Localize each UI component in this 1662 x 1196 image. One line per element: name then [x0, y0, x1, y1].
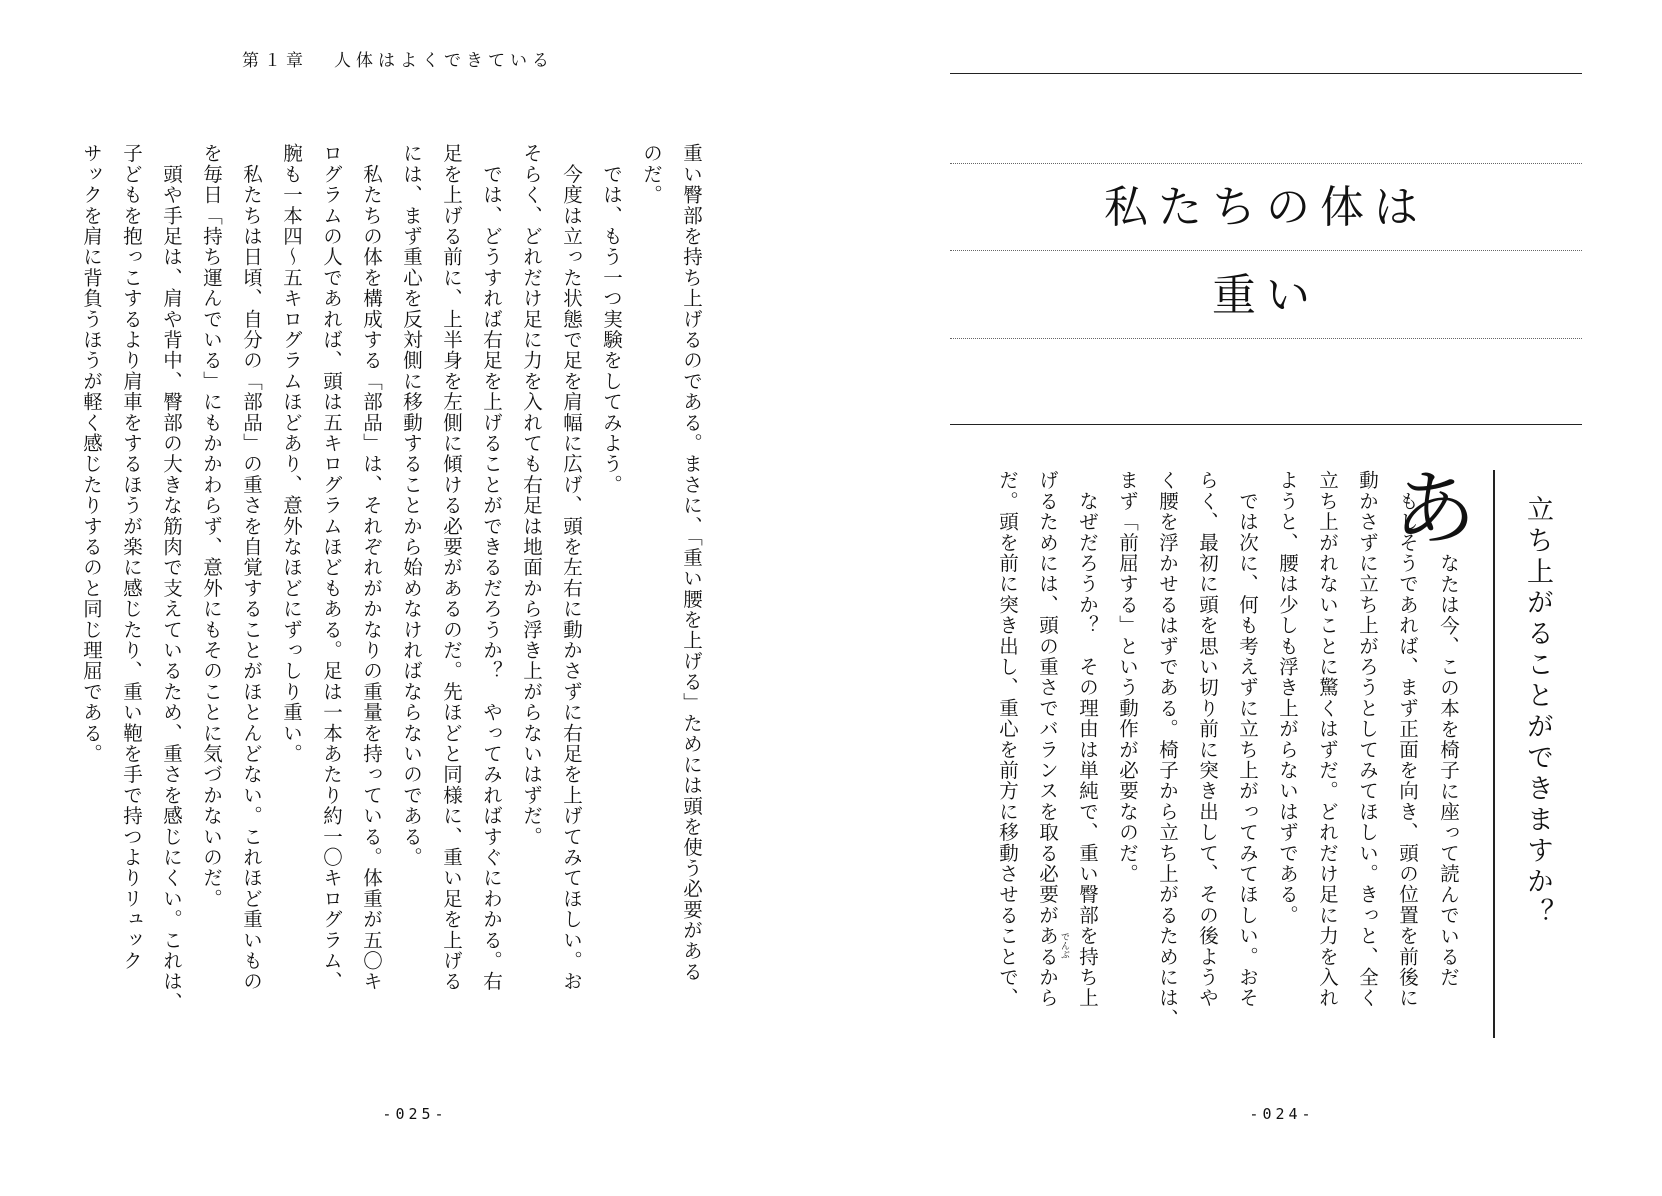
section-subtitle: 立ち上がることができますか？: [1522, 495, 1553, 929]
body-line: 私たちの体を構成する「部品」は、それぞれがかなりの重量を持っている。体重が五〇キ: [360, 143, 383, 992]
body-line: 立ち上がれないことに驚くはずだ。どれだけ足に力を入れ: [1316, 470, 1339, 1009]
body-line: 子どもを抱っこするより肩車をするほうが楽に感じたり、重い鞄を手で持つよりリュック: [120, 143, 143, 971]
body-line: 動かさずに立ち上がろうとしてみてほしい。きっと、全く: [1356, 470, 1379, 1009]
title-bottom-rule: [950, 424, 1582, 425]
drop-cap: あ: [1393, 462, 1476, 557]
body-line: げるためには、頭の重さでバランスを取る必要があるから: [1036, 470, 1059, 1009]
running-header: [242, 46, 682, 76]
chapter-title: 人体はよくできている: [334, 51, 554, 71]
right-page-body: [950, 470, 1427, 1070]
body-line: らく、最初に頭を思い切り前に突き出して、その後ようや: [1196, 470, 1219, 1009]
chapter-label: 第１章: [242, 51, 308, 71]
body-line: だ。頭を前に突き出し、重心を前方に移動させることで、: [996, 470, 1019, 1009]
page-number-right: -024-: [1249, 1105, 1315, 1123]
body-line: ログラムの人であれば、頭は五キログラムほどもある。足は一本あたり約一〇キログラム、: [320, 143, 343, 992]
body-line: く腰を浮かせるはずである。椅子から立ち上がるためには、: [1156, 470, 1179, 1029]
title-top-rule: [950, 73, 1582, 74]
subtitle-divider: [1493, 470, 1495, 1038]
body-line: サックを肩に背負うほうが軽く感じたりするのと同じ理屈である。: [80, 143, 103, 764]
body-line: なぜだろうか？ その理由は単純で、重い臀部を持ち上: [1076, 470, 1099, 1009]
body-line: ようと、腰は少しも浮き上がらないはずである。: [1276, 470, 1299, 926]
title-dotted-rule: [950, 163, 1582, 164]
title-dotted-rule: [950, 250, 1582, 251]
body-line: を毎日「持ち運んでいる」にもかかわらず、意外にもそのことに気づかないのだ。: [200, 143, 223, 909]
chapter-heading-line1: 私たちの体は: [1104, 182, 1428, 233]
body-line: 私たちは日頃、自分の「部品」の重さを自覚することがほとんどない。これほど重いもの: [240, 143, 263, 992]
body-line: のだ。: [640, 143, 663, 206]
body-line: 足を上げる前に、上半身を左側に傾ける必要があるのだ。先ほどと同様に、重い足を上げる: [440, 143, 463, 992]
body-line: まず「前屈する」という動作が必要なのだ。: [1116, 470, 1139, 884]
body-line: では、もう一つ実験をしてみよう。: [600, 143, 623, 495]
body-line: では、どうすれば右足を上げることができるだろうか？ やってみればすぐにわかる。右: [480, 143, 503, 992]
title-dotted-rule: [950, 338, 1582, 339]
body-line: 重い臀部を持ち上げるのである。まさに、「重い腰を上げる」ためには頭を使う必要がある: [680, 143, 703, 982]
body-line: 今度は立った状態で足を肩幅に広げ、頭を左右に動かさずに右足を上げてみてほしい。お: [560, 143, 583, 992]
body-line: 腕も一本四～五キログラムほどあり、意外なほどにずっしり重い。: [280, 143, 303, 764]
first-line: [1428, 553, 1468, 1033]
left-page-body: [71, 143, 711, 1063]
body-line: そらく、どれだけ足に力を入れても右足は地面から浮き上がらないはずだ。: [520, 143, 543, 847]
body-line: 頭や手足は、肩や背中、臀部の大きな筋肉で支えているため、重さを感じにくい。これは、: [160, 143, 183, 1013]
ruby-annotation: でんぶ: [1059, 932, 1069, 959]
page-number-left: -025-: [382, 1105, 448, 1123]
body-line: もしそうであれば、まず正面を向き、頭の位置を前後に: [1396, 470, 1419, 1009]
first-line-text: なたは今、この本を椅子に座って読んでいるだ: [1437, 553, 1460, 988]
body-line: には、まず重心を反対側に移動することから始めなければならないのである。: [400, 143, 423, 868]
chapter-heading-line2: 重い: [1212, 270, 1320, 321]
body-line: では次に、何も考えずに立ち上がってみてほしい。おそ: [1236, 470, 1259, 1009]
